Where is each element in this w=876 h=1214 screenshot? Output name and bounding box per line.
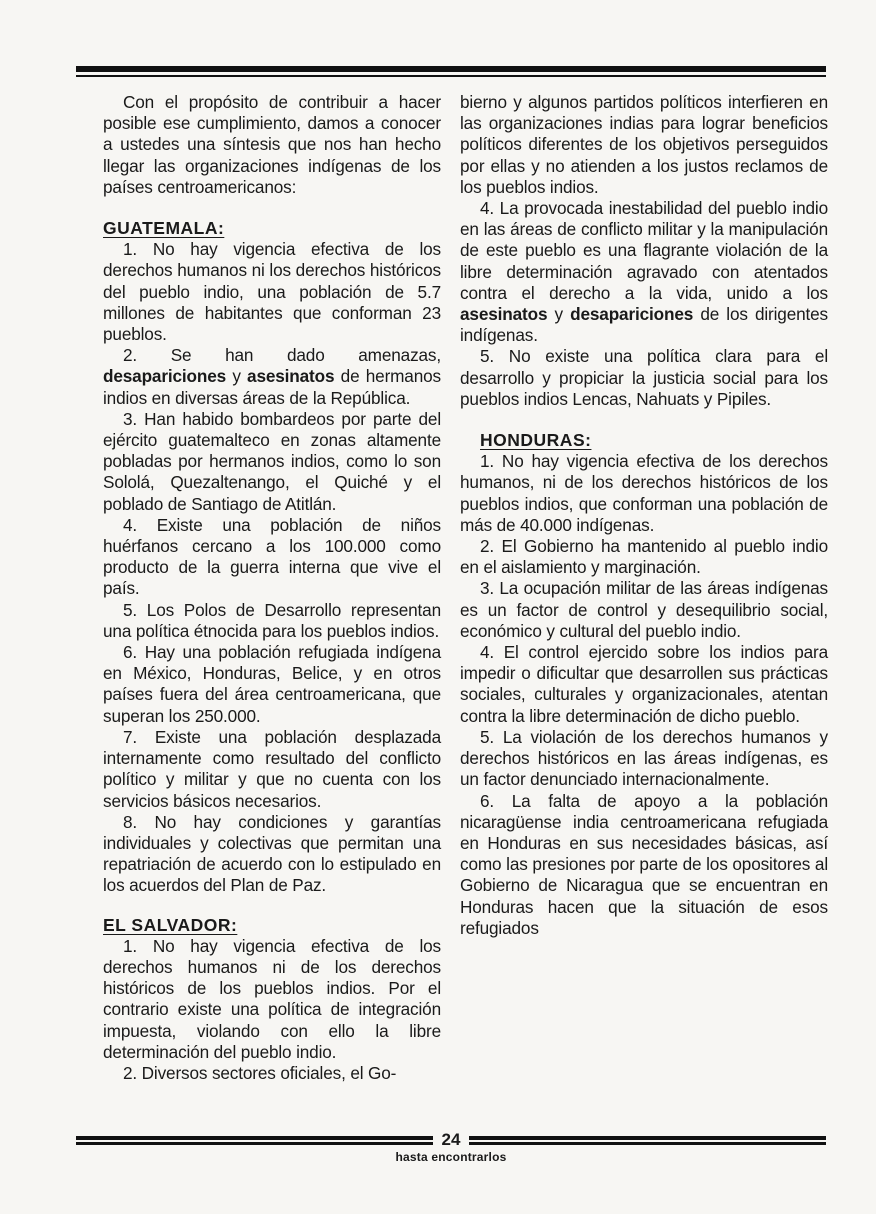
header-rule [76, 66, 826, 77]
footer-rule-right [469, 1136, 826, 1146]
guatemala-item-7: 7. Existe una población desplazada internamente como resultado del conflicto político y militar y que no cuenta con los servicios básicos necesarios. [103, 726, 441, 811]
guatemala-item-5: 5. Los Polos de Desarrollo representan una política étnocida para los pueblos indios. [103, 599, 441, 641]
left-column [103, 92, 441, 1084]
publication-tagline: hasta encontrarlos [395, 1150, 507, 1164]
honduras-item-4: 4. El control ejercido sobre los indios para impedir o dificultar que desarrollen sus prácticas sociales, culturales y organizacionales, atentan contra la libre determinación de dicho pueblo. [460, 642, 828, 726]
guatemala-heading: GUATEMALA: [103, 218, 225, 239]
guatemala-item-4: 4. Existe una población de niños huérfanos cercano a los 100.000 como producto de la guerra interna que vive el país. [103, 514, 441, 599]
footer-rule-left [76, 1136, 433, 1146]
page-footer [76, 1130, 826, 1176]
el-salvador-item-4: 4. La provocada inestabilidad del pueblo indio en las áreas de conflicto militar y la manipulación de este pueblo es una flagrante violación de la libre determinación agravado con atentados contra el derecho a la vida, unido a los asesinatos y desapariciones de los dirigentes indígenas. [460, 198, 828, 346]
honduras-item-2: 2. El Gobierno ha mantenido al pueblo indio en el aislamiento y marginación. [460, 536, 828, 578]
honduras-item-6: 6. La falta de apoyo a la población nicaragüense india centroamericana refugiada en Honduras en sus necesidades básicas, así como las presiones por parte de los opositores al Gobierno de Nicaragua que se encuentran en Honduras hacen que la situación de esos refugiados [460, 790, 828, 938]
el-salvador-item-5: 5. No existe una política clara para el desarrollo y propiciar la justicia social para los pueblos indios Lencas, Nahuats y Pipiles. [460, 346, 828, 409]
guatemala-item-2: 2. Se han dado amenazas, desapariciones y asesinatos de hermanos indios en diversas áreas de la República. [103, 345, 441, 408]
el-salvador-item-2-start: 2. Diversos sectores oficiales, el Go- [123, 1062, 397, 1083]
el-salvador-heading: EL SALVADOR: [103, 914, 238, 935]
guatemala-item-8: 8. No hay condiciones y garantías individuales y colectivas que permitan una repatriación de acuerdo con lo estipulado en los acuerdos del Plan de Paz. [103, 811, 441, 896]
honduras-item-3: 3. La ocupación militar de las áreas indígenas es un factor de control y desequilibrio social, económico y cultural del pueblo indio. [460, 578, 828, 641]
intro-paragraph: Con el propósito de contribuir a hacer posible ese cumplimiento, damos a conocer a ustedes una síntesis que nos han hecho llegar las organizaciones indígenas de los países centroamericanos: [103, 92, 441, 197]
honduras-heading: HONDURAS: [480, 430, 592, 451]
right-column [460, 92, 828, 939]
page-number: 24 [441, 1130, 461, 1149]
el-salvador-item-1: 1. No hay vigencia efectiva de los derechos humanos ni de los derechos históricos de los pueblos indios. Por el contrario existe una política de integración impuesta, violando con ello la libre determinación del pueblo indio. [103, 935, 441, 1062]
honduras-item-1: 1. No hay vigencia efectiva de los derechos humanos, ni de los derechos históricos de los pueblos indios, que conforman una población de más de 40.000 indígenas. [460, 451, 828, 535]
guatemala-item-3: 3. Han habido bombardeos por parte del ejército guatemalteco en zonas altamente pobladas por hermanos indios, como lo son Sololá, Quezaltenango, el Quiché y el poblado de Santiago de Atitlán. [103, 408, 441, 514]
guatemala-item-6: 6. Hay una población refugiada indígena en México, Honduras, Belice, y en otros países fuera del área centroamericana, que superan los 250.000. [103, 642, 441, 726]
guatemala-item-1: 1. No hay vigencia efectiva de los derechos humanos ni los derechos históricos del pueblo indio, una población de 5.7 millones de habitantes que conforman 23 pueblos. [103, 239, 441, 345]
honduras-item-5: 5. La violación de los derechos humanos y derechos históricos en las áreas indígenas, es un factor denunciado internacionalmente. [460, 726, 828, 790]
el-salvador-item-2-continued: bierno y algunos partidos políticos interfieren en las organizaciones indias para lograr beneficios políticos diferentes de los objetivos perseguidos por ellas y no atienden a los justos reclamos de los pueblos indios. [460, 92, 828, 197]
